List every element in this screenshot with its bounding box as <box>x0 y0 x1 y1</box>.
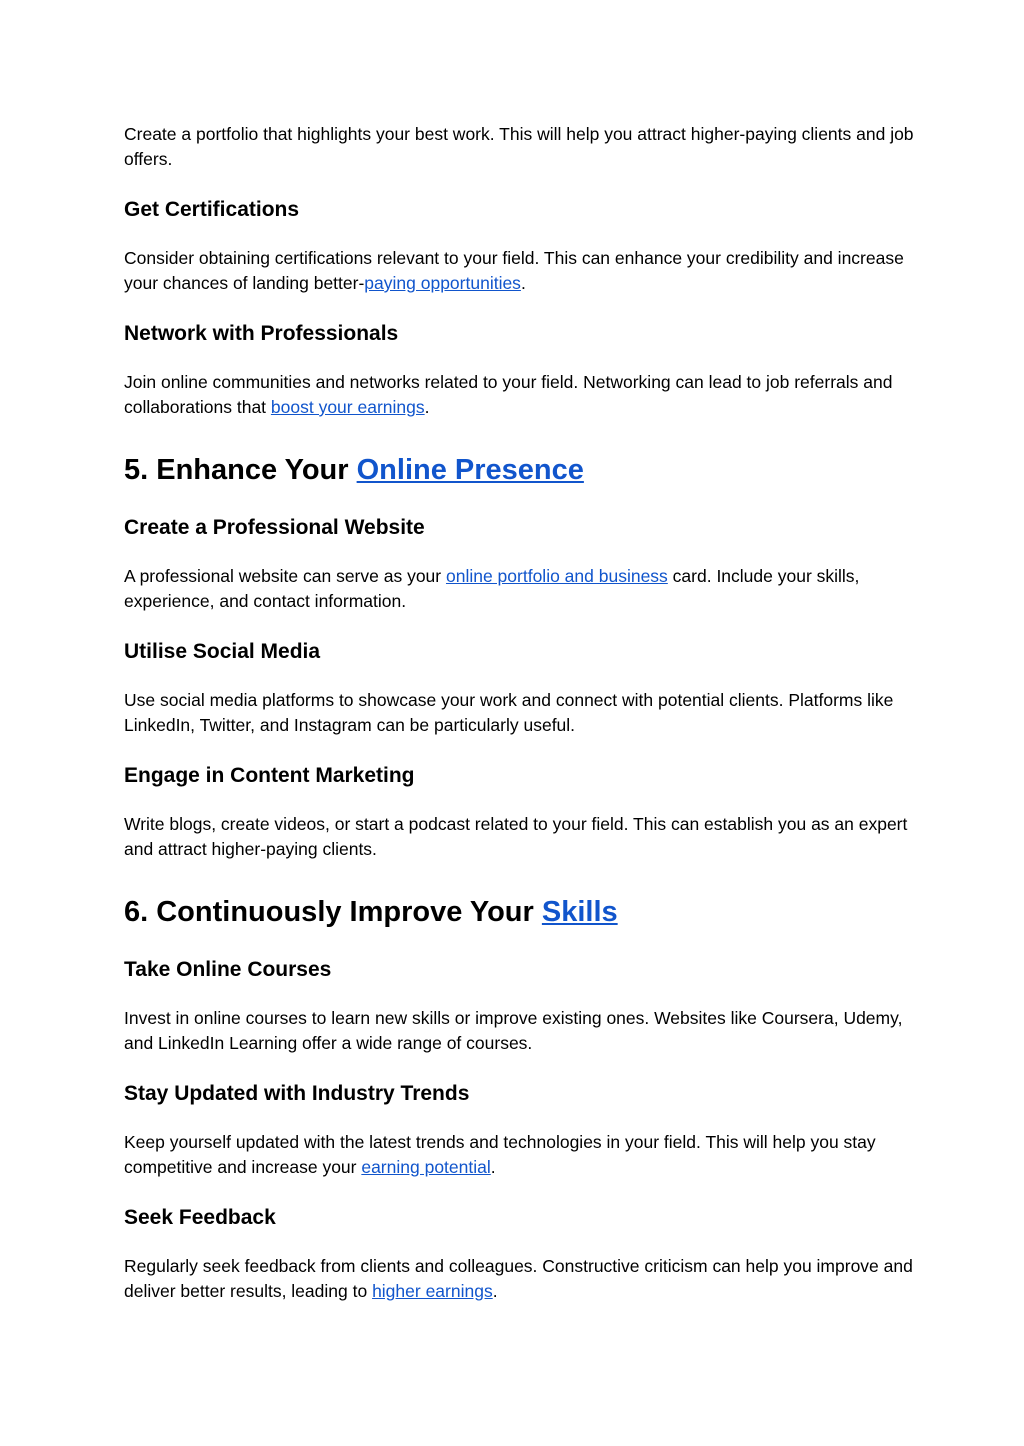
network-text-end: . <box>424 397 430 417</box>
website-text: A professional website can serve as your <box>124 566 446 586</box>
social-paragraph: Use social media platforms to showcase your work and connect with potential clients. Platforms like LinkedIn, Twitter, and Instagram can be particularly useful. <box>124 690 894 735</box>
intro-paragraph: Create a portfolio that highlights your best work. This will help you attract higher-paying clients and job offers. <box>124 124 914 169</box>
certifications-paragraph <box>124 246 914 296</box>
heading-6-prefix: 6. Continuously Improve Your <box>124 896 542 928</box>
heading-professional-website: Create a Professional Website <box>124 516 425 539</box>
link-boost-your-earnings[interactable]: boost your earnings <box>270 397 425 417</box>
link-online-presence[interactable]: Online Presence <box>356 454 584 486</box>
link-paying-opportunities[interactable]: paying opportunities <box>364 273 521 293</box>
heading-network-professionals: Network with Professionals <box>124 322 399 345</box>
heading-industry-trends: Stay Updated with Industry Trends <box>124 1082 470 1105</box>
courses-paragraph: Invest in online courses to learn new skills or improve existing ones. Websites like Coursera, Udemy, and LinkedIn Learning offer a wide range of courses. <box>124 1008 903 1053</box>
feedback-text: Regularly seek feedback from clients and colleagues. Constructive criticism can help you improve and deliver better results, leading to <box>124 1256 913 1301</box>
heading-improve-skills <box>124 894 914 930</box>
website-paragraph <box>124 564 914 614</box>
network-text: Join online communities and networks related to your field. Networking can lead to job referrals and collaborations that <box>124 372 893 417</box>
website-text-end: card. Include your skills, experience, and contact information. <box>124 566 860 611</box>
link-online-portfolio-business[interactable]: online portfolio and business <box>445 566 668 586</box>
link-skills[interactable]: Skills <box>541 896 618 928</box>
content-paragraph: Write blogs, create videos, or start a podcast related to your field. This can establish you as an expert and attract higher-paying clients. <box>124 814 908 859</box>
heading-enhance-online-presence <box>124 452 914 488</box>
trends-text: Keep yourself updated with the latest trends and technologies in your field. This will help you stay competitive and increase your <box>124 1132 876 1177</box>
link-higher-earnings[interactable]: higher earnings <box>372 1281 493 1301</box>
certifications-text: Consider obtaining certifications relevant to your field. This can enhance your credibility and increase your chances of landing better- <box>124 248 904 293</box>
feedback-paragraph <box>124 1254 914 1304</box>
network-paragraph <box>124 370 914 420</box>
link-earning-potential[interactable]: earning potential <box>361 1157 491 1177</box>
heading-get-certifications: Get Certifications <box>124 198 300 221</box>
heading-content-marketing: Engage in Content Marketing <box>124 764 415 787</box>
certifications-text-end: . <box>520 273 526 293</box>
heading-5-prefix: 5. Enhance Your <box>124 454 357 486</box>
heading-seek-feedback: Seek Feedback <box>124 1206 276 1229</box>
trends-text-end: . <box>490 1157 496 1177</box>
heading-online-courses: Take Online Courses <box>124 958 332 981</box>
heading-utilise-social-media: Utilise Social Media <box>124 640 321 663</box>
feedback-text-end: . <box>492 1281 498 1301</box>
trends-paragraph <box>124 1130 914 1180</box>
